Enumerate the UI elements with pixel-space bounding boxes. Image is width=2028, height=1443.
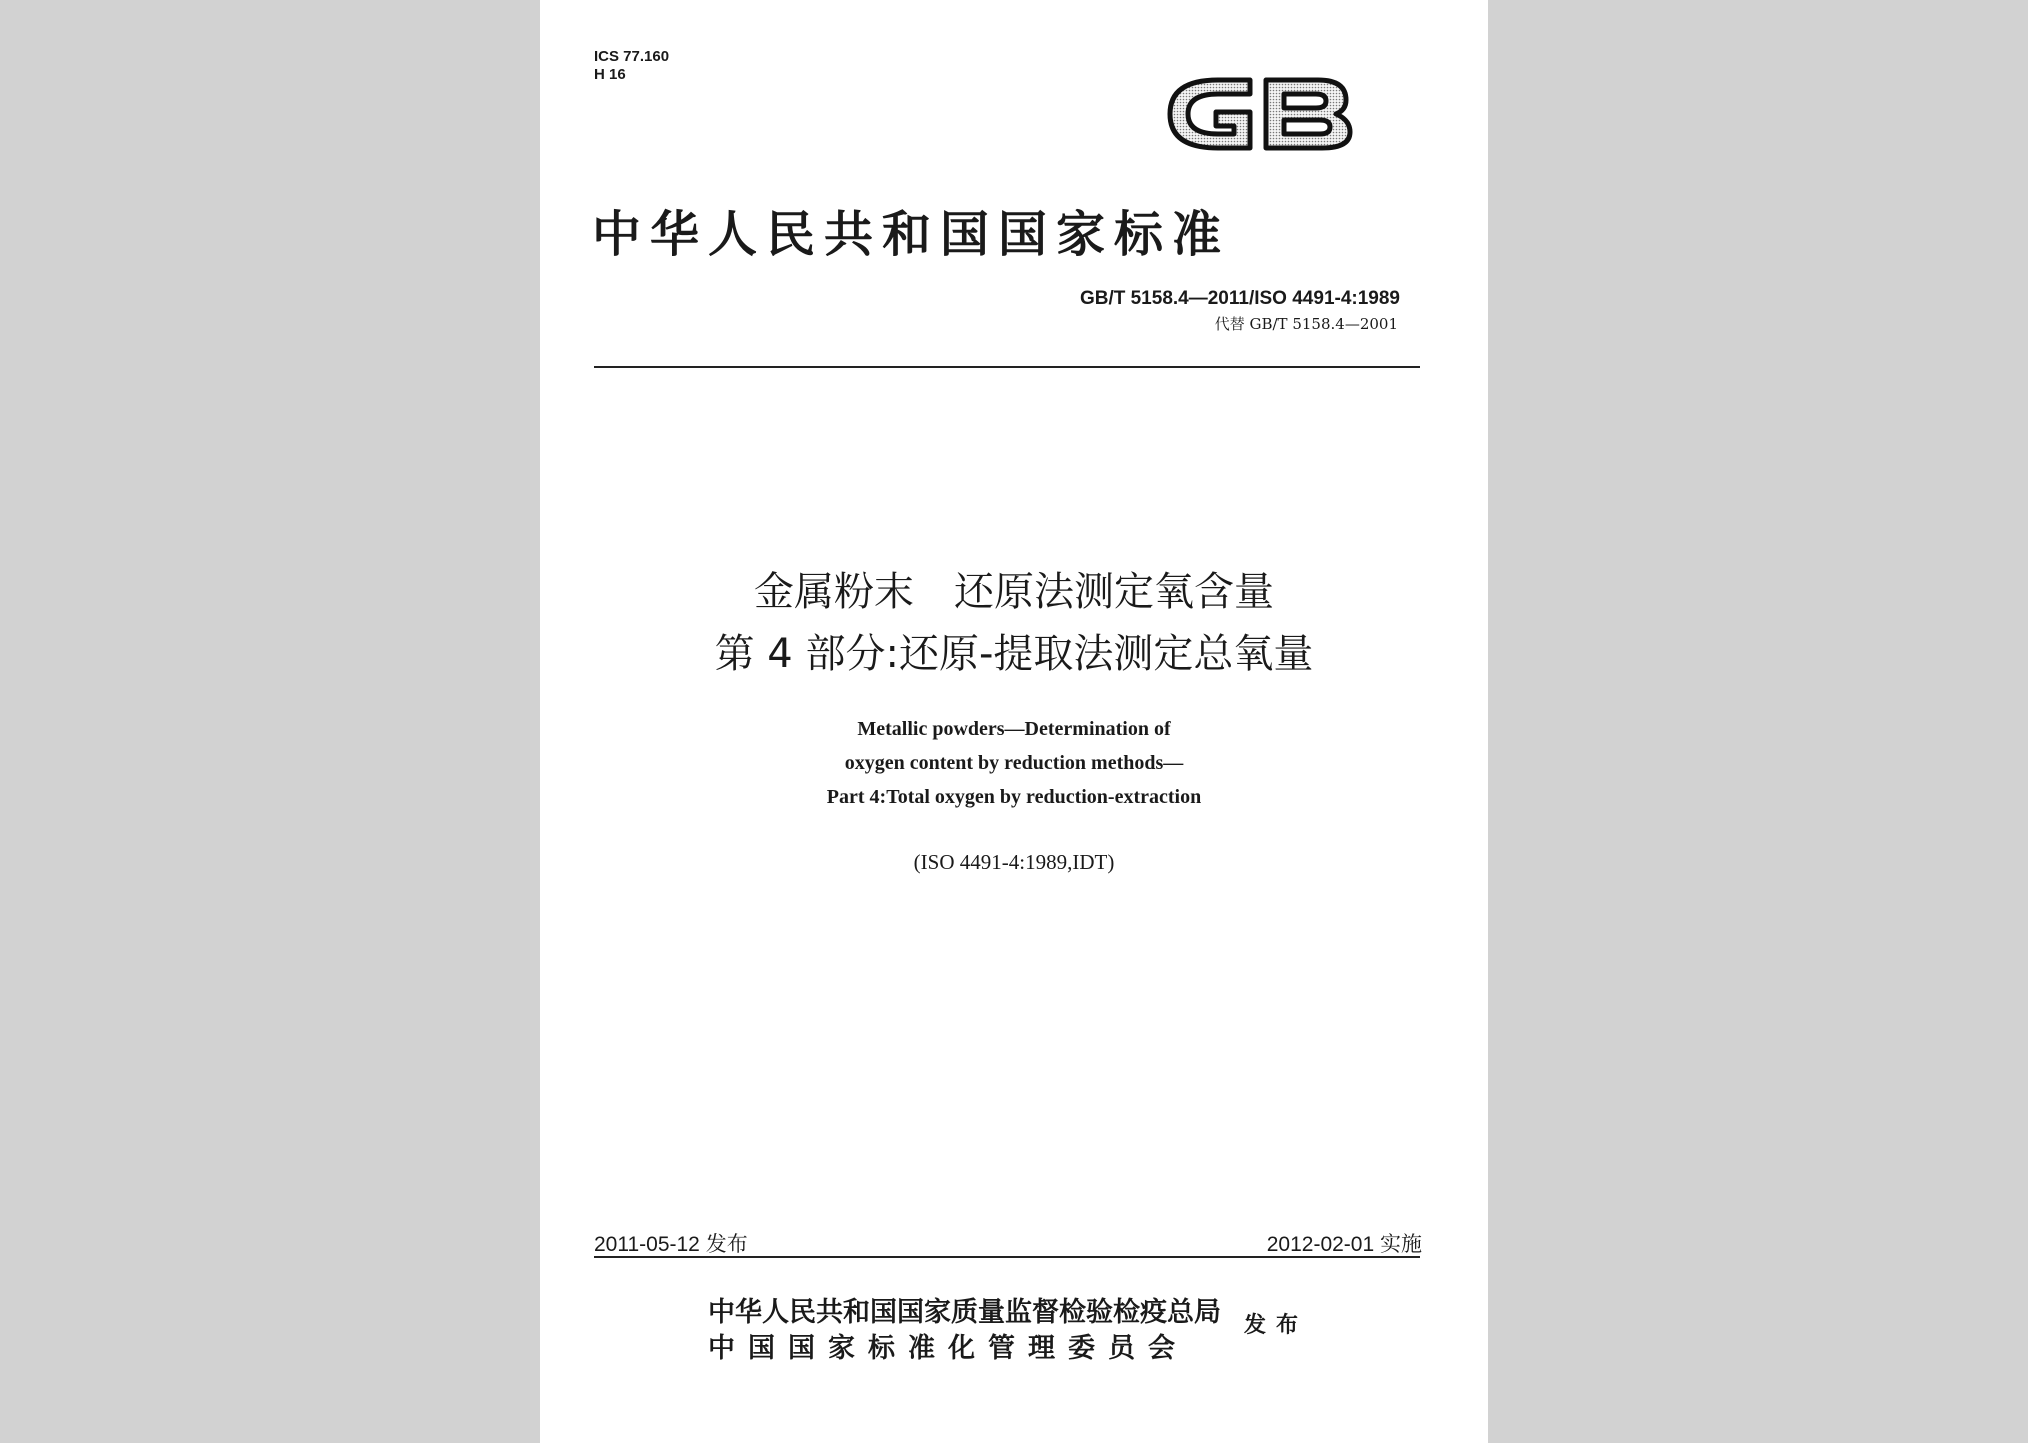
chinese-title-line-1: 金属粉末 还原法测定氧含量 xyxy=(754,569,1274,615)
national-standard-title: 中华人民共和国国家标准 xyxy=(592,205,1231,263)
standard-number: GB/T 5158.4—2011/ISO 4491-4:1989 xyxy=(1079,288,1400,309)
issuer-line-1: 中华人民共和国国家质量监督检验检疫总局 xyxy=(708,1297,1221,1328)
footer-divider xyxy=(594,1256,1420,1258)
header-divider xyxy=(594,366,1420,368)
replaces-note: 代替 GB/T 5158.4—2001 xyxy=(1214,315,1398,333)
publish-label: 发布 xyxy=(1244,1312,1309,1338)
adoption-note: (ISO 4491-4:1989,IDT) xyxy=(913,850,1115,874)
ics-code: ICS 77.160 xyxy=(594,48,670,65)
english-title-line-1: Metallic powders—Determination of xyxy=(857,718,1171,740)
english-title-line-3: Part 4:Total oxygen by reduction-extraction xyxy=(826,786,1202,808)
gb-logo xyxy=(1158,62,1358,166)
issue-date: 2011-05-12 发布 xyxy=(594,1233,748,1256)
issuer-line-2: 中国国家标准化管理委员会 xyxy=(708,1333,1188,1364)
english-title-line-2: oxygen content by reduction methods— xyxy=(844,752,1184,774)
implementation-date: 2012-02-01 实施 xyxy=(1266,1233,1422,1256)
classification-codes xyxy=(594,48,669,84)
ccs-code: H 16 xyxy=(594,66,626,83)
chinese-title-line-2: 第 4 部分:还原-提取法测定总氧量 xyxy=(714,631,1314,677)
document-page xyxy=(540,0,1488,1443)
